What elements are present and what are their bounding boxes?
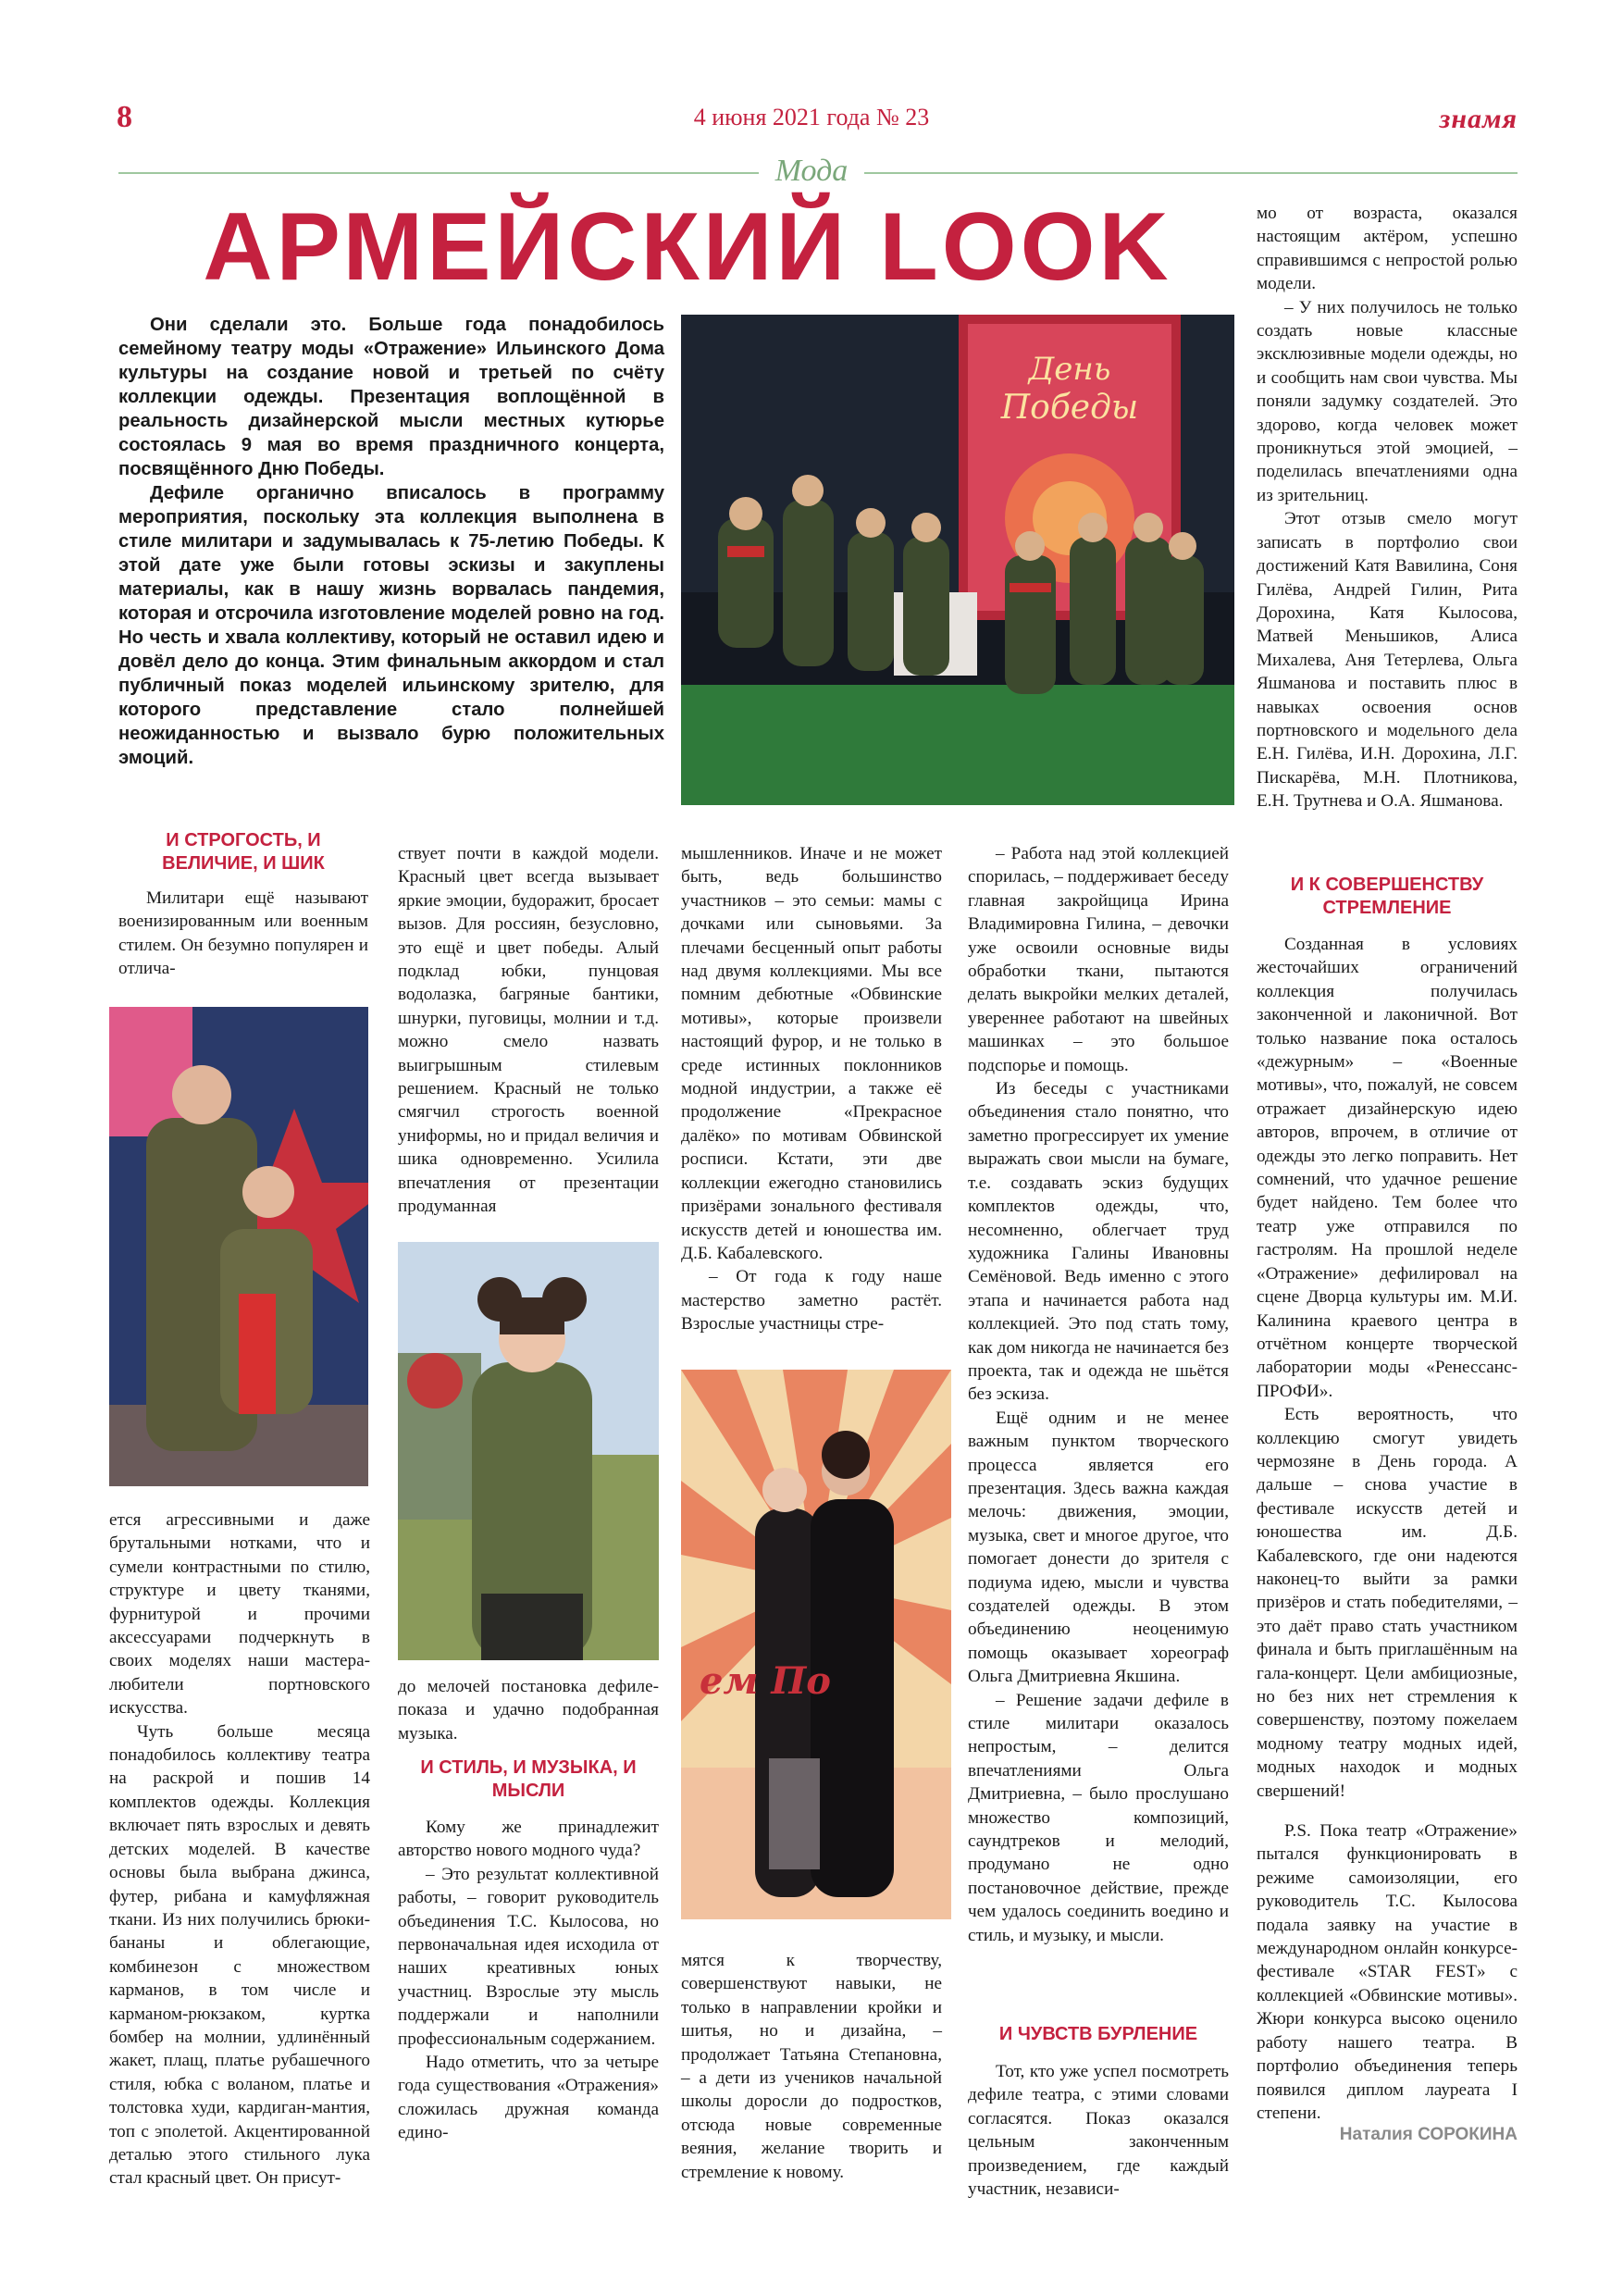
subhead-strictness: И СТРОГОСТЬ, И ВЕЛИЧИЕ, И ШИК [162, 830, 325, 874]
paragraph: мышленников. Иначе и не может быть, ведь большинство участников – это семьи: мамы с дочками или сыновьями. За плечами бесценный опыт работы над двумя коллекциями. Мы все помним дебютные «Обвинские мотивы», которые произвели настоящий фурор, и не только в среде истинных поклонников модной индустрии, а также её продолжение «Прекрасное далёко» по мотивам Обвинской росписи. Кстати, эти две коллекции ежегодно становились призёрами зонального фестиваля искусств детей и юношества им. Д.Б. Кабалевского. [681, 844, 942, 1263]
photo-girl [398, 1242, 659, 1660]
col2-text-middle [398, 1675, 659, 1745]
lead-paragraph: Они сделали это. Больше года понадобилось семейному театру моды «Отражение» Ильинского Дома культуры на создание новой и третьей по счёту коллекции одежды. Презентация воплощённой в реальность дизайнерской мысли местных кутюрье состоялась 9 мая во время праздничного концерта, посвящённого Дню Победы. [118, 315, 664, 479]
paragraph: – От года к году наше мастерство заметно растёт. Взрослые участницы стре- [681, 1267, 942, 1334]
page-number: 8 [117, 100, 132, 134]
subhead-perfection: И К СОВЕРШЕНСТВУ СТРЕМЛЕНИЕ [1290, 875, 1484, 918]
paragraph: мятся к творчеству, совершенствуют навыки, не только в направлении кройки и шитья, но и дизайна, – продолжает Татьяна Степановна, – а дети из учеников начальной школы доросли до подростков, отсюда новые современные веяния, желание творить и стремление к новому. [681, 1951, 942, 2182]
rubric-label: Мода [759, 154, 865, 188]
paragraph: – Работа над этой коллекцией спорилась, – поддерживает беседу главная закройщица Ирина Владимировна Гилина, – девочки уже освоили основные виды обработки ткани, пытаются делать выкройки мелких деталей, увереннее работают на швейных машинках – это большое подспорье и помощь. [968, 844, 1229, 1075]
subhead-style: И СТИЛЬ, И МУЗЫКА, И МЫСЛИ [420, 1757, 637, 1801]
headline: АРМЕЙСКИЙ LOOK [203, 193, 1172, 301]
lead-paragraph: Дефиле органично вписалось в программу мероприятия, поскольку эта коллекция выполнена в стиле милитари и задумывалась к 75-летию Победы. К этой дате уже были готовы эскизы и закуплены материалы, как в нашу жизнь ворвалась пандемия, которая и отсрочила изготовление моделей ровно на год. Но честь и хвала коллективу, который не оставил идею и довёл дело до конца. Этим финальным аккордом и стал публичный показ моделей ильинскому зрителю, для которого представление стало полнейшей неожиданностью и вызвало бурю положительных эмоций. [118, 483, 664, 768]
paragraph: Есть вероятность, что коллекцию смогут увидеть чермозяне в День города. А дальше – снова участие в фестивале искусств детей и юношества им. Д.Б. Кабалевского, где они надеются наконец-то выйти за рамки призёров и стать победителями, – это даёт право стать участником финала и быть приглашённым на гала-концерт. Цели амбициозные, но без них нет стремления к совершенству, поэтому пожелаем модному театру модных идей, модных находок и модных свершений! [1257, 1405, 1518, 1801]
paragraph: P.S. Пока театр «Отражение» пытался функционировать в режиме самоизоляции, его руководитель Т.С. Кылосова подала заявку на участие в международном онлайн конкурсе-фестивале «STAR FEST» с коллекцией «Обвинские мотивы». Жюри конкурса высоко оценило работу нашего театра. В портфолио объединения теперь появился диплом лауреата I степени. [1257, 1821, 1518, 2123]
lead-text [118, 313, 664, 770]
paragraph: Надо отметить, что за четыре года существования «Отражения» сложилась дружная команда едино- [398, 2053, 659, 2143]
paragraph: ствует почти в каждой модели. Красный цвет всегда вызывает яркие эмоции, будоражит, бросает вызов. Для россиян, безусловно, это ещё и цвет победы. Алый подклад юбки, пунцовая водолазка, багряные бантики, шнурки, пуговицы, молнии и т.д. можно смело назвать выигрышным стилевым решением. Красный не только смягчил строгость военной униформы, но и придал величия и шика одновременно. Усилила впечатления от презентации продуманная [398, 844, 659, 1217]
paragraph: – Это результат коллективной работы, – говорит руководитель объединения Т.С. Кылосова, но первоначальная идея исходила от наших креативных юных участниц. Взрослые эту мысль поддержали и наполнили профессиональным содержанием. [398, 1864, 659, 2049]
photo-mother-daughter [109, 1007, 368, 1486]
issue-date: 4 июня 2021 года № 23 [693, 104, 930, 130]
photo-two-women [681, 1370, 951, 1919]
group-photo [681, 315, 1234, 805]
poster-text: ем По [700, 1659, 831, 1703]
group-photo-image [681, 315, 1234, 805]
col2-text-top [398, 842, 659, 1219]
photo-girl-image [398, 1242, 659, 1660]
col2-text-bottom [398, 1816, 659, 2145]
subhead-feelings: И ЧУВСТВ БУРЛЕНИЕ [998, 2024, 1198, 2044]
photo-mother-daughter-image [109, 1007, 368, 1486]
paragraph: – У них получилось не только создать новые классные эксклюзивные модели одежды, но и сообщить нам свои чувства. Мы поняли задумку создателей. Это здорово, когда человек может проникнуться этой эмоцией, – поделилась впечатлениями одна из зрительниц. [1257, 297, 1518, 505]
col5-text-top [1257, 202, 1518, 813]
newspaper-name: знамя [1439, 104, 1518, 134]
paragraph: Этот отзыв смело могут записать в портфолио свои достижений Катя Вавилина, Соня Гилёва, Андрей Гилин, Рита Дорохина, Катя Кылосова, Матвей Меньшиков, Алиса Михалева, Аня Тетерлева, Ольга Яшманова и поставить плюс в навыках освоения основ портновского и модельного дела Е.Н. Гилёва, И.Н. Дорохина, Л.Г. Пискарёва, М.Н. Плотникова, Е.Н. Трутнева и О.А. Яшманова. [1257, 509, 1518, 812]
photo-two-women-image [681, 1370, 951, 1919]
col3-text-top [681, 842, 942, 1336]
paragraph: мо от возраста, оказался настоящим актёром, успешно справившимся с непростой ролью модели. [1257, 204, 1518, 294]
paragraph: Ещё одним и не менее важным пунктом творческого процесса является его презентация. Здесь важна каждая мелочь: движения, эмоции, музыка, свет и многое другое, что помогает донести до зрителя с подиума идею, мысли и чувства создателей одежды. В этом объединению неоценимую помощь оказывает хореограф Ольга Дмитриевна Якшина. [968, 1408, 1229, 1687]
col1-text-top [118, 887, 368, 981]
col1-text-bottom [109, 1508, 370, 2191]
col5-text-bottom [1257, 933, 1518, 2125]
paragraph: Созданная в условиях жесточайших ограничений коллекция получилась законченной и лаконичной. Вот только название пока осталось «дежурным» – «Военные мотивы», что, пожалуй, не совсем отражает дизайнерскую идею авторов, впрочем, в отличие от одежды это легко поправить. Нет сомнений, что удачное решение будет найдено. Тем более что театр уже отправился по гастролям. На прошлой неделе «Отражение» дефилировал на сцене Дворца культуры им. М.И. Калинина краевого центра в отчётном концерте творческой лаборатории моды «Ренессанс-ПРОФИ». [1257, 935, 1518, 1401]
paragraph: Милитари ещё называют военизированным или военным стилем. Он безумно популярен и отлича- [118, 888, 368, 979]
paragraph: – Решение задачи дефиле в стиле милитари оказалось непростым, – делится впечатлениями Ольга Дмитриевна, – было прослушано множество композиций, саундтреков и мелодий, продумано не одно постановочное действие, прежде чем удалось соединить воедино и стиль, и музыку, и мысли. [968, 1690, 1229, 1945]
rubric [0, 154, 1623, 189]
col4-text-bottom [968, 2060, 1229, 2201]
author-byline: Наталия СОРОКИНА [1339, 2125, 1518, 2144]
paragraph: Тот, кто уже успел посмотреть дефиле театра, с этими словами согласятся. Показ оказался цельным законченным произведением, где каждый участник, независи- [968, 2062, 1229, 2200]
paragraph: Из беседы с участниками объединения стало понятно, что заметно прогрессирует их умение выражать свои мысли на бумаге, т.е. создавать эскиз будущих комплектов одежды, что, несомненно, облегчает труд художника Галины Ивановны Семёновой. Ведь именно с этого этапа и начинается работа над коллекцией. Это под стать тому, как дом никогда не начинается без проекта, так и одежда не шьётся без эскиза. [968, 1079, 1229, 1405]
paragraph: до мелочей постановка дефиле-показа и удачно подобранная музыка. [398, 1677, 659, 1744]
banner-text-victory: Победы [1000, 389, 1139, 427]
col4-text [968, 842, 1229, 1947]
paragraph: ется агрессивными и даже брутальными нотками, что и сумели контрастными по стилю, структуре и цвету тканями, фурнитурой и прочими аксессуарами подчеркнуть в своих моделях наши мастера-любители портновского искусства. [109, 1510, 370, 1719]
banner-text-day: День [1028, 351, 1111, 388]
paragraph: Кому же принадлежит авторство нового модного чуда? [398, 1818, 659, 1861]
col3-text-bottom [681, 1949, 942, 2184]
paragraph: Чуть больше месяца понадобилось коллективу театра на раскрой и пошив 14 комплектов одежды. Коллекция включает пять взрослых и девять детских моделей. В качестве основы была выбрана джинса, футер, рибана и камуфляжная ткани. Из них получились брюки-бананы и облегающие, комбинезон с множеством карманов, в том числе и карманом-рюкзаком, куртка бомбер на молнии, удлинённый жакет, плащ, платье рубашечного стиля, юбка с воланом, платье и толстовка худи, кардиган-мантия, топ с эполетой. Акцентированной деталью этого стильного лука стал красный цвет. Он присут- [109, 1721, 370, 2189]
